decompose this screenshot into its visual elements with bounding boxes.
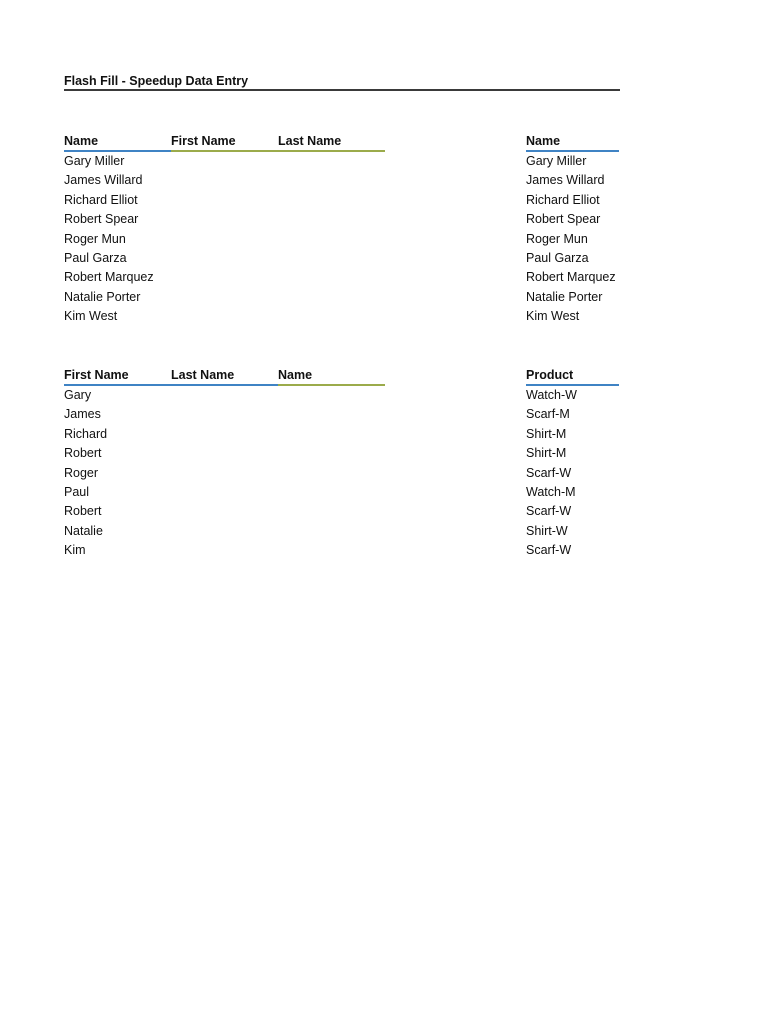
table-cell[interactable] <box>278 483 385 502</box>
table-cell[interactable] <box>278 444 385 463</box>
table-body <box>64 152 385 327</box>
table-cell[interactable]: Scarf-W <box>526 543 572 558</box>
table-row <box>526 171 619 190</box>
table-header-row <box>526 367 619 386</box>
table-cell[interactable]: Natalie Porter <box>526 289 603 304</box>
table-cell[interactable] <box>171 171 278 190</box>
table-cell[interactable]: Kim West <box>64 309 118 324</box>
table-row <box>64 268 385 287</box>
table-cell[interactable] <box>171 210 278 229</box>
table-row <box>526 210 619 229</box>
table-cell[interactable] <box>278 268 385 287</box>
table-cell[interactable] <box>278 171 385 190</box>
table-cell[interactable]: Richard Elliot <box>526 192 600 207</box>
table-cell[interactable]: Watch-W <box>526 388 577 402</box>
table-cell[interactable] <box>278 522 385 541</box>
table-cell[interactable]: Roger Mun <box>64 231 126 246</box>
table-cell[interactable]: Roger Mun <box>526 231 588 246</box>
table-cell[interactable] <box>171 522 278 541</box>
table-row <box>526 288 619 307</box>
table-cell[interactable] <box>278 502 385 521</box>
table-row <box>526 425 619 444</box>
table-body <box>64 386 385 561</box>
table-cell[interactable] <box>171 386 278 405</box>
table-cell[interactable] <box>278 425 385 444</box>
table-row <box>526 191 619 210</box>
table-cell[interactable]: Shirt-M <box>526 446 567 461</box>
table-cell[interactable] <box>171 230 278 249</box>
table-cell[interactable] <box>278 288 385 307</box>
table-body <box>526 152 619 327</box>
table-row <box>64 152 385 171</box>
table-cell[interactable]: Richard <box>64 426 108 441</box>
table-cell[interactable]: Natalie <box>64 523 103 538</box>
table-cell[interactable]: Kim West <box>526 309 580 324</box>
table-cell[interactable]: Scarf-M <box>526 407 570 422</box>
table-cell[interactable] <box>171 483 278 502</box>
table-cell[interactable] <box>278 464 385 483</box>
table-row <box>64 307 385 326</box>
table-cell[interactable] <box>278 249 385 268</box>
table-row <box>526 230 619 249</box>
table-cell[interactable] <box>278 386 385 405</box>
table-cell[interactable]: Kim <box>64 543 86 558</box>
table-cell[interactable] <box>278 191 385 210</box>
table-body <box>526 386 619 561</box>
table-cell[interactable] <box>171 425 278 444</box>
table-cell[interactable]: Gary Miller <box>64 154 125 168</box>
table-cell[interactable]: Paul <box>64 484 90 499</box>
table-row <box>64 386 385 405</box>
table-cell[interactable] <box>171 191 278 210</box>
header-first-name[interactable]: First Name <box>171 133 278 152</box>
table-cell[interactable] <box>171 464 278 483</box>
table-cell[interactable]: Paul Garza <box>64 250 127 265</box>
table-cell[interactable] <box>171 541 278 560</box>
header-last-name[interactable]: Last Name <box>171 367 278 386</box>
header-name[interactable]: Name <box>526 133 619 152</box>
table-cell[interactable]: Roger <box>64 465 99 480</box>
table-cell[interactable] <box>278 405 385 424</box>
table-cell[interactable]: Scarf-W <box>526 504 572 519</box>
header-name[interactable]: Name <box>278 367 385 386</box>
table-cell[interactable] <box>278 152 385 171</box>
table-cell[interactable]: James <box>64 407 101 422</box>
table-cell[interactable]: James Willard <box>526 173 605 188</box>
table-row <box>526 522 619 541</box>
table-row <box>64 444 385 463</box>
name-join-table <box>64 367 385 561</box>
table-row <box>64 191 385 210</box>
table-cell[interactable] <box>171 268 278 287</box>
table-cell[interactable] <box>171 288 278 307</box>
table-cell[interactable] <box>171 405 278 424</box>
table-row <box>64 171 385 190</box>
table-row <box>64 210 385 229</box>
table-cell[interactable] <box>278 541 385 560</box>
table-cell[interactable]: Paul Garza <box>526 250 589 265</box>
table-row <box>64 249 385 268</box>
table-cell[interactable] <box>278 210 385 229</box>
table-cell[interactable]: Robert Spear <box>526 212 601 227</box>
table-cell[interactable] <box>171 444 278 463</box>
table-header-row <box>64 367 385 386</box>
table-row <box>526 386 619 405</box>
table-row <box>526 152 619 171</box>
table-cell[interactable]: Watch-M <box>526 484 576 499</box>
table-row <box>64 425 385 444</box>
sheet-title: Flash Fill - Speedup Data Entry <box>64 73 620 91</box>
table-row <box>526 502 619 521</box>
table-row <box>526 444 619 463</box>
table-row <box>64 464 385 483</box>
table-cell[interactable]: Scarf-W <box>526 465 572 480</box>
table-row <box>526 464 619 483</box>
table-cell[interactable]: Robert Marquez <box>64 270 154 285</box>
table-cell[interactable] <box>171 502 278 521</box>
table-row <box>64 288 385 307</box>
table-cell[interactable]: Shirt-M <box>526 426 567 441</box>
table-cell[interactable]: Natalie Porter <box>64 289 141 304</box>
table-row <box>64 541 385 560</box>
table-cell[interactable] <box>278 307 385 326</box>
product-table <box>526 367 619 561</box>
table-row <box>64 522 385 541</box>
table-header-row <box>64 133 385 152</box>
table-row <box>526 307 619 326</box>
table-cell[interactable]: Robert <box>64 446 102 461</box>
header-first-name[interactable]: First Name <box>64 367 171 386</box>
header-product[interactable]: Product <box>526 367 619 386</box>
table-row <box>64 502 385 521</box>
table-row <box>64 230 385 249</box>
name-split-table <box>64 133 385 327</box>
table-header-row <box>526 133 619 152</box>
table-cell[interactable]: Robert Marquez <box>526 270 616 285</box>
table-row <box>64 405 385 424</box>
header-name[interactable]: Name <box>64 133 171 152</box>
table-cell[interactable]: Gary <box>64 388 92 402</box>
table-row <box>526 483 619 502</box>
table-row <box>526 268 619 287</box>
name-source-table <box>526 133 619 327</box>
table-row <box>64 483 385 502</box>
table-cell[interactable]: Robert <box>64 504 102 519</box>
table-row <box>526 249 619 268</box>
table-cell[interactable] <box>171 152 278 171</box>
table-cell[interactable]: James Willard <box>64 173 143 188</box>
table-cell[interactable]: Richard Elliot <box>64 192 138 207</box>
table-cell[interactable]: Gary Miller <box>526 154 587 168</box>
table-cell[interactable] <box>278 230 385 249</box>
table-row <box>526 405 619 424</box>
table-cell[interactable]: Robert Spear <box>64 212 139 227</box>
table-row <box>526 541 619 560</box>
table-cell[interactable] <box>171 249 278 268</box>
table-cell[interactable] <box>171 307 278 326</box>
table-cell[interactable]: Shirt-W <box>526 523 568 538</box>
header-last-name[interactable]: Last Name <box>278 133 385 152</box>
